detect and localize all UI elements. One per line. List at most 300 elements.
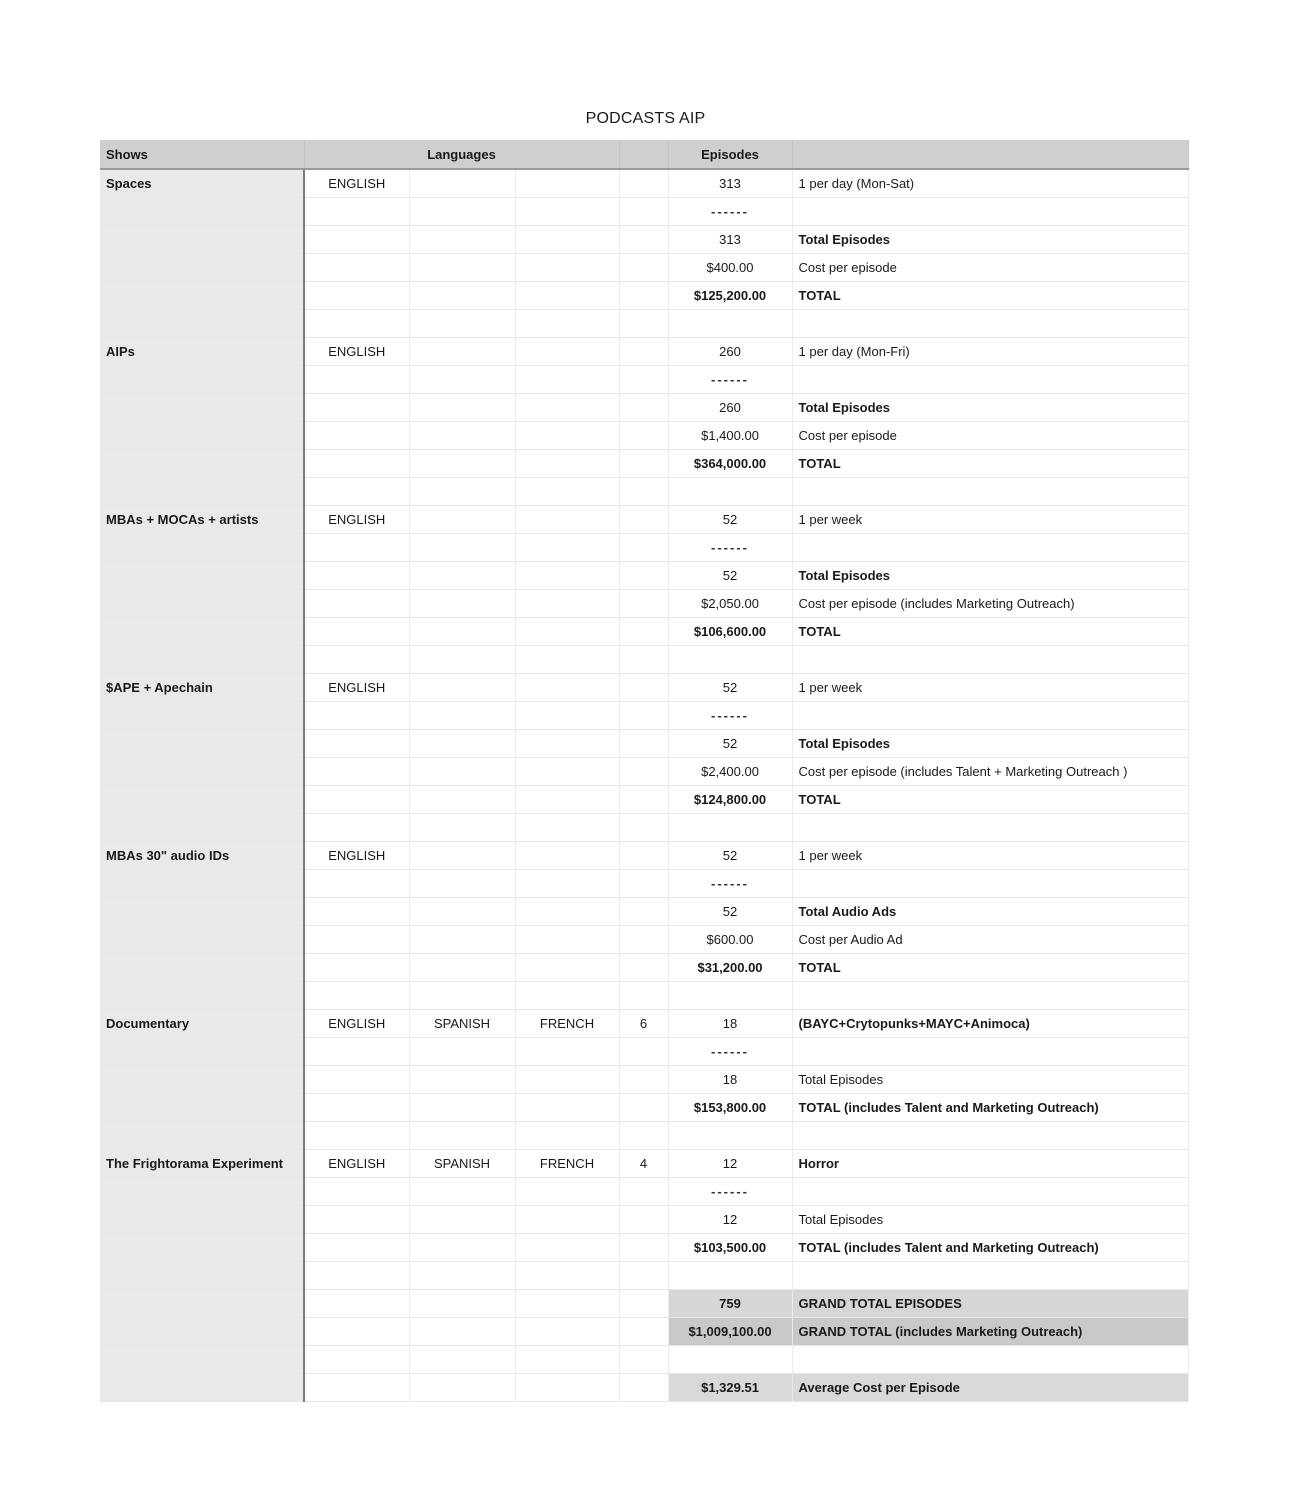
cell-description: [792, 1262, 1188, 1290]
cell-language-2: [409, 1066, 515, 1094]
cell-episodes: 52: [668, 898, 792, 926]
cell-language-2: [409, 758, 515, 786]
cell-language-2: [409, 1178, 515, 1206]
cell-show: [100, 1346, 304, 1374]
cell-language-1: [304, 394, 409, 422]
cell-episodes: ------: [668, 702, 792, 730]
cell-description: Total Episodes: [792, 1066, 1188, 1094]
cell-count: [619, 1094, 668, 1122]
cell-count: [619, 1178, 668, 1206]
cell-language-1: ENGLISH: [304, 842, 409, 870]
cell-episodes: [668, 478, 792, 506]
table-row: [100, 1122, 1188, 1150]
cell-count: [619, 422, 668, 450]
cell-language-2: [409, 254, 515, 282]
cell-show: MBAs + MOCAs + artists: [100, 506, 304, 534]
cell-language-1: [304, 982, 409, 1010]
cell-language-2: [409, 1318, 515, 1346]
table-row: [100, 674, 1188, 702]
cell-language-1: ENGLISH: [304, 1150, 409, 1178]
table-row: [100, 338, 1188, 366]
cell-language-3: [515, 198, 619, 226]
cell-language-1: [304, 1346, 409, 1374]
table-row: [100, 870, 1188, 898]
cell-description: [792, 982, 1188, 1010]
cell-language-3: [515, 646, 619, 674]
table-row: [100, 562, 1188, 590]
cell-description: Cost per Audio Ad: [792, 926, 1188, 954]
cell-language-3: [515, 814, 619, 842]
header-shows: Shows: [100, 140, 304, 169]
cell-show: [100, 870, 304, 898]
cell-count: [619, 562, 668, 590]
table-row: [100, 1374, 1188, 1402]
cell-episodes: $153,800.00: [668, 1094, 792, 1122]
aip-table: [100, 140, 1189, 1402]
cell-language-1: [304, 870, 409, 898]
cell-count: [619, 1206, 668, 1234]
table-row: [100, 169, 1188, 198]
cell-count: [619, 870, 668, 898]
cell-language-3: [515, 226, 619, 254]
cell-language-3: [515, 618, 619, 646]
cell-language-1: [304, 226, 409, 254]
cell-language-3: [515, 1374, 619, 1402]
cell-language-3: [515, 534, 619, 562]
cell-language-3: [515, 1122, 619, 1150]
cell-episodes: ------: [668, 1038, 792, 1066]
cell-language-1: [304, 198, 409, 226]
cell-count: [619, 310, 668, 338]
cell-description: Total Episodes: [792, 730, 1188, 758]
cell-show: [100, 1262, 304, 1290]
cell-language-1: [304, 1262, 409, 1290]
cell-episodes: 313: [668, 169, 792, 198]
cell-show: [100, 590, 304, 618]
table-row: [100, 534, 1188, 562]
cell-language-2: [409, 1038, 515, 1066]
cell-language-2: [409, 1374, 515, 1402]
cell-episodes: $1,009,100.00: [668, 1318, 792, 1346]
cell-language-1: [304, 1178, 409, 1206]
cell-language-1: [304, 702, 409, 730]
cell-language-1: [304, 1206, 409, 1234]
table-row: [100, 786, 1188, 814]
cell-episodes: [668, 646, 792, 674]
cell-language-2: [409, 646, 515, 674]
cell-episodes: 260: [668, 338, 792, 366]
cell-episodes: [668, 1346, 792, 1374]
cell-count: [619, 450, 668, 478]
table-row: [100, 1318, 1188, 1346]
cell-count: [619, 898, 668, 926]
cell-language-3: [515, 394, 619, 422]
table-row: [100, 1262, 1188, 1290]
cell-show: [100, 1038, 304, 1066]
cell-count: [619, 506, 668, 534]
cell-show: [100, 898, 304, 926]
cell-description: GRAND TOTAL EPISODES: [792, 1290, 1188, 1318]
cell-description: 1 per week: [792, 674, 1188, 702]
cell-description: TOTAL (includes Talent and Marketing Outreach): [792, 1234, 1188, 1262]
cell-episodes: 52: [668, 730, 792, 758]
cell-show: [100, 562, 304, 590]
cell-description: Total Episodes: [792, 394, 1188, 422]
cell-language-2: [409, 1122, 515, 1150]
cell-language-2: [409, 282, 515, 310]
cell-show: [100, 926, 304, 954]
cell-language-3: [515, 954, 619, 982]
table-row: [100, 702, 1188, 730]
cell-show: [100, 814, 304, 842]
cell-episodes: $2,400.00: [668, 758, 792, 786]
cell-language-3: [515, 478, 619, 506]
cell-episodes: 260: [668, 394, 792, 422]
cell-language-2: [409, 870, 515, 898]
cell-language-1: [304, 254, 409, 282]
page-title: PODCASTS AIP: [585, 110, 706, 127]
cell-language-3: [515, 590, 619, 618]
cell-language-2: [409, 590, 515, 618]
header-episodes: Episodes: [668, 140, 792, 169]
table-row: [100, 842, 1188, 870]
cell-description: Total Episodes: [792, 226, 1188, 254]
cell-show: [100, 758, 304, 786]
cell-show: [100, 534, 304, 562]
cell-show: Spaces: [100, 169, 304, 198]
table-row: [100, 982, 1188, 1010]
cell-show: [100, 226, 304, 254]
cell-episodes: $31,200.00: [668, 954, 792, 982]
cell-count: [619, 1038, 668, 1066]
cell-show: [100, 394, 304, 422]
cell-episodes: [668, 1262, 792, 1290]
cell-count: 4: [619, 1150, 668, 1178]
cell-show: MBAs 30" audio IDs: [100, 842, 304, 870]
table-row: [100, 1066, 1188, 1094]
cell-language-3: [515, 1066, 619, 1094]
cell-show: [100, 1234, 304, 1262]
cell-count: [619, 786, 668, 814]
cell-episodes: ------: [668, 198, 792, 226]
cell-show: [100, 1374, 304, 1402]
cell-language-3: [515, 1038, 619, 1066]
table-row: [100, 926, 1188, 954]
cell-language-1: [304, 1290, 409, 1318]
cell-episodes: 12: [668, 1150, 792, 1178]
cell-language-2: SPANISH: [409, 1010, 515, 1038]
cell-episodes: $103,500.00: [668, 1234, 792, 1262]
cell-language-3: [515, 1094, 619, 1122]
cell-language-3: [515, 310, 619, 338]
cell-language-1: [304, 1038, 409, 1066]
cell-language-2: [409, 562, 515, 590]
cell-description: [792, 702, 1188, 730]
cell-language-1: [304, 898, 409, 926]
spreadsheet: [100, 140, 1188, 1402]
cell-description: 1 per day (Mon-Sat): [792, 169, 1188, 198]
cell-episodes: $2,050.00: [668, 590, 792, 618]
cell-language-3: [515, 674, 619, 702]
cell-language-1: [304, 786, 409, 814]
cell-episodes: 18: [668, 1010, 792, 1038]
cell-count: [619, 730, 668, 758]
cell-show: [100, 646, 304, 674]
cell-description: TOTAL: [792, 786, 1188, 814]
cell-episodes: $124,800.00: [668, 786, 792, 814]
cell-language-2: [409, 1234, 515, 1262]
cell-count: [619, 534, 668, 562]
cell-language-2: [409, 814, 515, 842]
cell-count: [619, 478, 668, 506]
cell-episodes: ------: [668, 1178, 792, 1206]
cell-language-2: [409, 674, 515, 702]
cell-language-3: [515, 1318, 619, 1346]
cell-episodes: $125,200.00: [668, 282, 792, 310]
cell-description: [792, 870, 1188, 898]
table-row: [100, 366, 1188, 394]
cell-description: TOTAL: [792, 954, 1188, 982]
cell-episodes: $400.00: [668, 254, 792, 282]
cell-show: [100, 254, 304, 282]
cell-description: Total Episodes: [792, 562, 1188, 590]
cell-count: [619, 1290, 668, 1318]
cell-language-1: ENGLISH: [304, 338, 409, 366]
cell-language-3: [515, 786, 619, 814]
cell-language-3: [515, 366, 619, 394]
cell-show: [100, 1122, 304, 1150]
cell-language-1: [304, 646, 409, 674]
cell-count: [619, 1122, 668, 1150]
cell-description: Average Cost per Episode: [792, 1374, 1188, 1402]
cell-count: [619, 366, 668, 394]
cell-count: [619, 954, 668, 982]
cell-episodes: [668, 1122, 792, 1150]
cell-episodes: $600.00: [668, 926, 792, 954]
table-row: [100, 646, 1188, 674]
cell-language-2: [409, 534, 515, 562]
cell-language-2: [409, 786, 515, 814]
cell-language-3: [515, 926, 619, 954]
cell-language-1: ENGLISH: [304, 674, 409, 702]
cell-language-3: [515, 1346, 619, 1374]
cell-language-3: FRENCH: [515, 1010, 619, 1038]
cell-count: [619, 338, 668, 366]
table-row: [100, 730, 1188, 758]
cell-count: [619, 758, 668, 786]
cell-count: [619, 814, 668, 842]
cell-language-2: [409, 338, 515, 366]
cell-description: Cost per episode: [792, 254, 1188, 282]
cell-episodes: $1,400.00: [668, 422, 792, 450]
table-row: [100, 1150, 1188, 1178]
cell-description: [792, 646, 1188, 674]
cell-language-2: [409, 702, 515, 730]
cell-show: [100, 478, 304, 506]
table-row: [100, 954, 1188, 982]
cell-language-3: [515, 562, 619, 590]
cell-count: [619, 926, 668, 954]
cell-language-2: [409, 422, 515, 450]
table-row: [100, 1094, 1188, 1122]
cell-language-2: [409, 169, 515, 198]
cell-language-3: [515, 338, 619, 366]
cell-language-1: [304, 450, 409, 478]
cell-language-1: [304, 282, 409, 310]
cell-description: Total Audio Ads: [792, 898, 1188, 926]
table-row: [100, 1290, 1188, 1318]
cell-language-1: [304, 534, 409, 562]
cell-language-2: [409, 1290, 515, 1318]
cell-episodes: [668, 814, 792, 842]
cell-episodes: 18: [668, 1066, 792, 1094]
cell-show: [100, 1066, 304, 1094]
cell-episodes: [668, 982, 792, 1010]
cell-description: [792, 310, 1188, 338]
cell-count: [619, 646, 668, 674]
cell-episodes: ------: [668, 870, 792, 898]
cell-language-3: [515, 422, 619, 450]
cell-description: 1 per day (Mon-Fri): [792, 338, 1188, 366]
cell-language-2: [409, 310, 515, 338]
cell-language-1: [304, 1094, 409, 1122]
header-blank: [619, 140, 668, 169]
cell-show: [100, 1206, 304, 1234]
cell-show: [100, 954, 304, 982]
cell-language-3: [515, 898, 619, 926]
table-row: [100, 1206, 1188, 1234]
cell-count: [619, 982, 668, 1010]
cell-description: (BAYC+Crytopunks+MAYC+Animoca): [792, 1010, 1188, 1038]
cell-description: [792, 1038, 1188, 1066]
cell-count: [619, 842, 668, 870]
cell-description: TOTAL: [792, 282, 1188, 310]
table-row: [100, 450, 1188, 478]
cell-language-3: [515, 1206, 619, 1234]
cell-show: [100, 1318, 304, 1346]
cell-language-1: [304, 366, 409, 394]
cell-language-2: [409, 926, 515, 954]
table-row: [100, 506, 1188, 534]
cell-show: $APE + Apechain: [100, 674, 304, 702]
cell-episodes: 52: [668, 562, 792, 590]
cell-count: [619, 1262, 668, 1290]
cell-language-2: [409, 478, 515, 506]
cell-language-1: ENGLISH: [304, 506, 409, 534]
cell-language-1: [304, 814, 409, 842]
cell-language-3: [515, 1234, 619, 1262]
cell-count: [619, 1374, 668, 1402]
cell-description: [792, 198, 1188, 226]
cell-show: [100, 786, 304, 814]
cell-description: Horror: [792, 1150, 1188, 1178]
cell-show: [100, 702, 304, 730]
cell-language-3: [515, 758, 619, 786]
cell-description: Cost per episode (includes Talent + Marketing Outreach ): [792, 758, 1188, 786]
cell-language-2: SPANISH: [409, 1150, 515, 1178]
cell-language-1: [304, 1066, 409, 1094]
cell-episodes: 52: [668, 674, 792, 702]
cell-description: TOTAL: [792, 450, 1188, 478]
cell-language-1: [304, 730, 409, 758]
table-row: [100, 1234, 1188, 1262]
table-row: [100, 1010, 1188, 1038]
cell-language-3: [515, 1290, 619, 1318]
cell-language-2: [409, 954, 515, 982]
header-row: [100, 140, 1188, 169]
table-row: [100, 478, 1188, 506]
cell-language-1: [304, 310, 409, 338]
cell-language-3: [515, 982, 619, 1010]
cell-language-2: [409, 226, 515, 254]
cell-episodes: 12: [668, 1206, 792, 1234]
cell-description: Cost per episode (includes Marketing Outreach): [792, 590, 1188, 618]
cell-episodes: 759: [668, 1290, 792, 1318]
cell-language-1: [304, 954, 409, 982]
table-row: [100, 814, 1188, 842]
cell-count: [619, 674, 668, 702]
cell-language-3: [515, 1178, 619, 1206]
cell-language-3: [515, 842, 619, 870]
cell-episodes: $1,329.51: [668, 1374, 792, 1402]
cell-show: [100, 198, 304, 226]
cell-language-3: [515, 282, 619, 310]
cell-show: [100, 422, 304, 450]
cell-show: [100, 366, 304, 394]
cell-language-3: [515, 870, 619, 898]
cell-show: Documentary: [100, 1010, 304, 1038]
cell-language-1: [304, 478, 409, 506]
cell-episodes: [668, 310, 792, 338]
cell-count: [619, 282, 668, 310]
table-row: [100, 898, 1188, 926]
cell-count: 6: [619, 1010, 668, 1038]
cell-language-2: [409, 506, 515, 534]
cell-language-2: [409, 366, 515, 394]
table-row: [100, 198, 1188, 226]
cell-description: [792, 1122, 1188, 1150]
cell-description: [792, 478, 1188, 506]
cell-description: [792, 534, 1188, 562]
table-row: [100, 422, 1188, 450]
cell-episodes: 52: [668, 506, 792, 534]
cell-language-1: [304, 926, 409, 954]
header-description: [792, 140, 1188, 169]
cell-description: [792, 814, 1188, 842]
cell-language-1: ENGLISH: [304, 169, 409, 198]
cell-description: GRAND TOTAL (includes Marketing Outreach): [792, 1318, 1188, 1346]
cell-count: [619, 1318, 668, 1346]
cell-language-3: [515, 169, 619, 198]
table-row: [100, 1178, 1188, 1206]
table-row: [100, 226, 1188, 254]
cell-language-3: [515, 730, 619, 758]
cell-language-1: ENGLISH: [304, 1010, 409, 1038]
cell-description: [792, 366, 1188, 394]
cell-show: [100, 618, 304, 646]
cell-language-3: [515, 702, 619, 730]
cell-language-2: [409, 1262, 515, 1290]
cell-show: [100, 1290, 304, 1318]
header-languages: Languages: [304, 140, 619, 169]
table-row: [100, 590, 1188, 618]
cell-language-1: [304, 422, 409, 450]
cell-episodes: ------: [668, 534, 792, 562]
table-row: [100, 1346, 1188, 1374]
cell-language-1: [304, 618, 409, 646]
cell-language-3: [515, 254, 619, 282]
cell-language-3: [515, 450, 619, 478]
